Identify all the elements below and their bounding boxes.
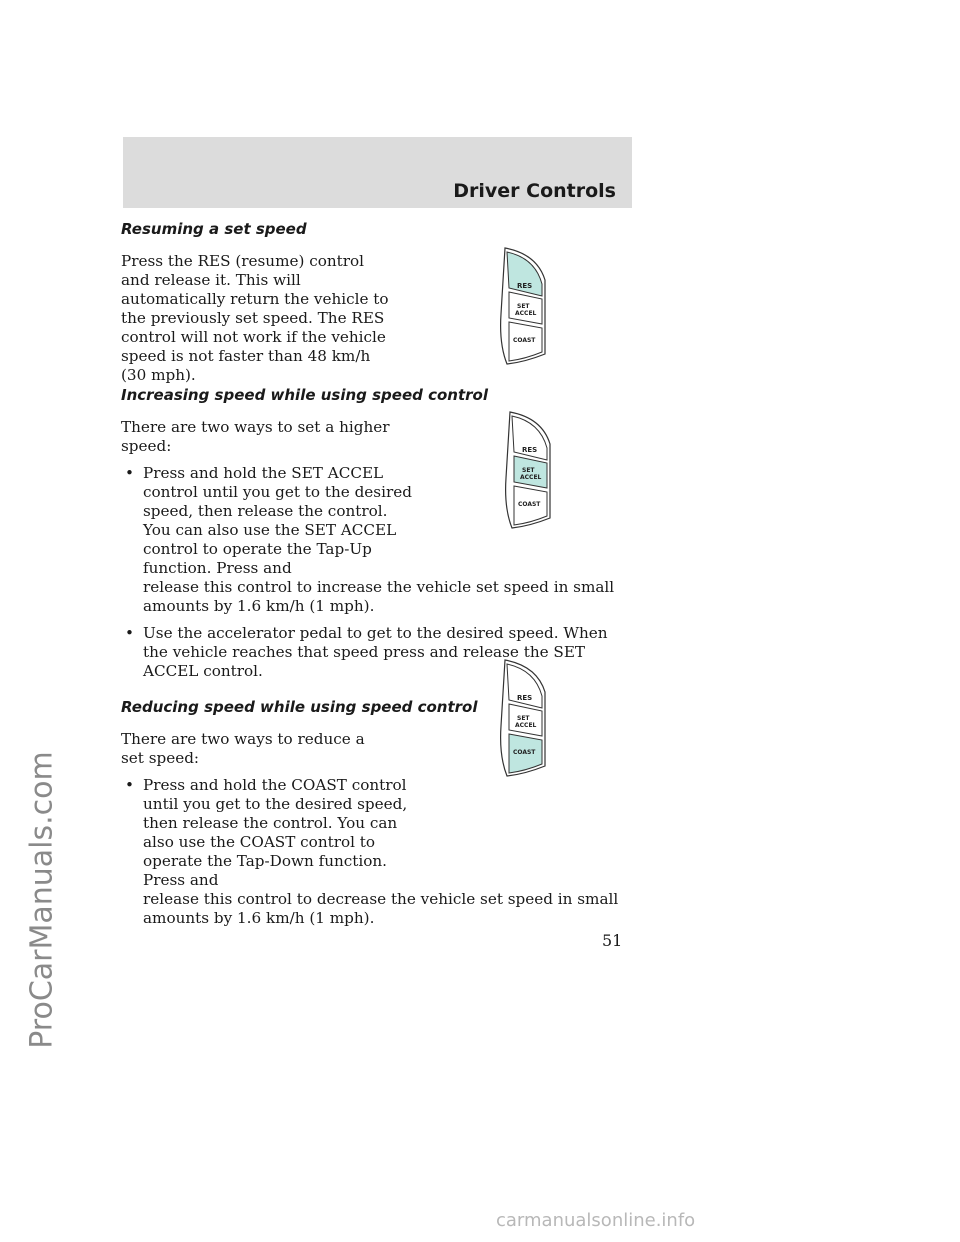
res-label: RES (517, 282, 533, 290)
footer-watermark: carmanualsonline.info (496, 1210, 696, 1231)
side-watermark: ProCarManuals.com (24, 751, 60, 1049)
accel-label: ACCEL (515, 310, 537, 317)
paragraph: There are two ways to reduce a set speed: (121, 730, 365, 767)
speed-control-switch-set-accel (500, 408, 590, 532)
coast-label: COAST (513, 337, 536, 344)
accel-label: ACCEL (515, 722, 537, 729)
page-number: 51 (602, 931, 623, 950)
res-label: RES (522, 446, 538, 454)
bullet-icon: • (125, 776, 134, 794)
list-item-continued: release this control to increase the vehicle set speed in small amounts by 1.6 km/h (1 mph). (143, 578, 615, 615)
set-label: SET (517, 303, 530, 310)
speed-control-switch-res (495, 244, 585, 368)
bullet-text: Press and hold the SET ACCEL control until you get to the desired speed, then release the control. You can also use the SET ACCEL control to operate the Tap-Up function. Press and (143, 464, 412, 577)
bullet-text: Use the accelerator pedal to get to the desired speed. When the vehicle reaches that speed press and release the SET ACCEL control. (143, 624, 608, 680)
speed-control-switch-coast (495, 656, 585, 780)
coast-label: COAST (513, 749, 536, 756)
paragraph: There are two ways to set a higher speed: (121, 418, 390, 455)
set-label: SET (517, 715, 530, 722)
set-label: SET (522, 467, 535, 474)
list-item (121, 776, 413, 890)
section-heading: Resuming a set speed (121, 220, 307, 238)
accel-label: ACCEL (520, 474, 542, 481)
page-title: Driver Controls (453, 180, 616, 202)
bullet-icon: • (125, 464, 134, 482)
section-heading: Reducing speed while using speed control (121, 698, 478, 716)
bullet-icon: • (125, 624, 134, 642)
list-item (121, 464, 413, 578)
list-item-continued: release this control to decrease the vehicle set speed in small amounts by 1.6 km/h (1 mph). (143, 890, 619, 927)
res-label: RES (517, 694, 533, 702)
paragraph: Press the RES (resume) control and release it. This will automatically return the vehicle to the previously set speed. The RES control will not work if the vehicle speed is not faster than 48 km/h (30 mph). (121, 252, 389, 384)
bullet-text: Press and hold the COAST control until you get to the desired speed, then release the control. You can also use the COAST control to operate the Tap-Down function. Press and (143, 776, 408, 889)
coast-label: COAST (518, 501, 541, 508)
section-heading: Increasing speed while using speed control (121, 386, 488, 404)
header-band (123, 137, 632, 208)
